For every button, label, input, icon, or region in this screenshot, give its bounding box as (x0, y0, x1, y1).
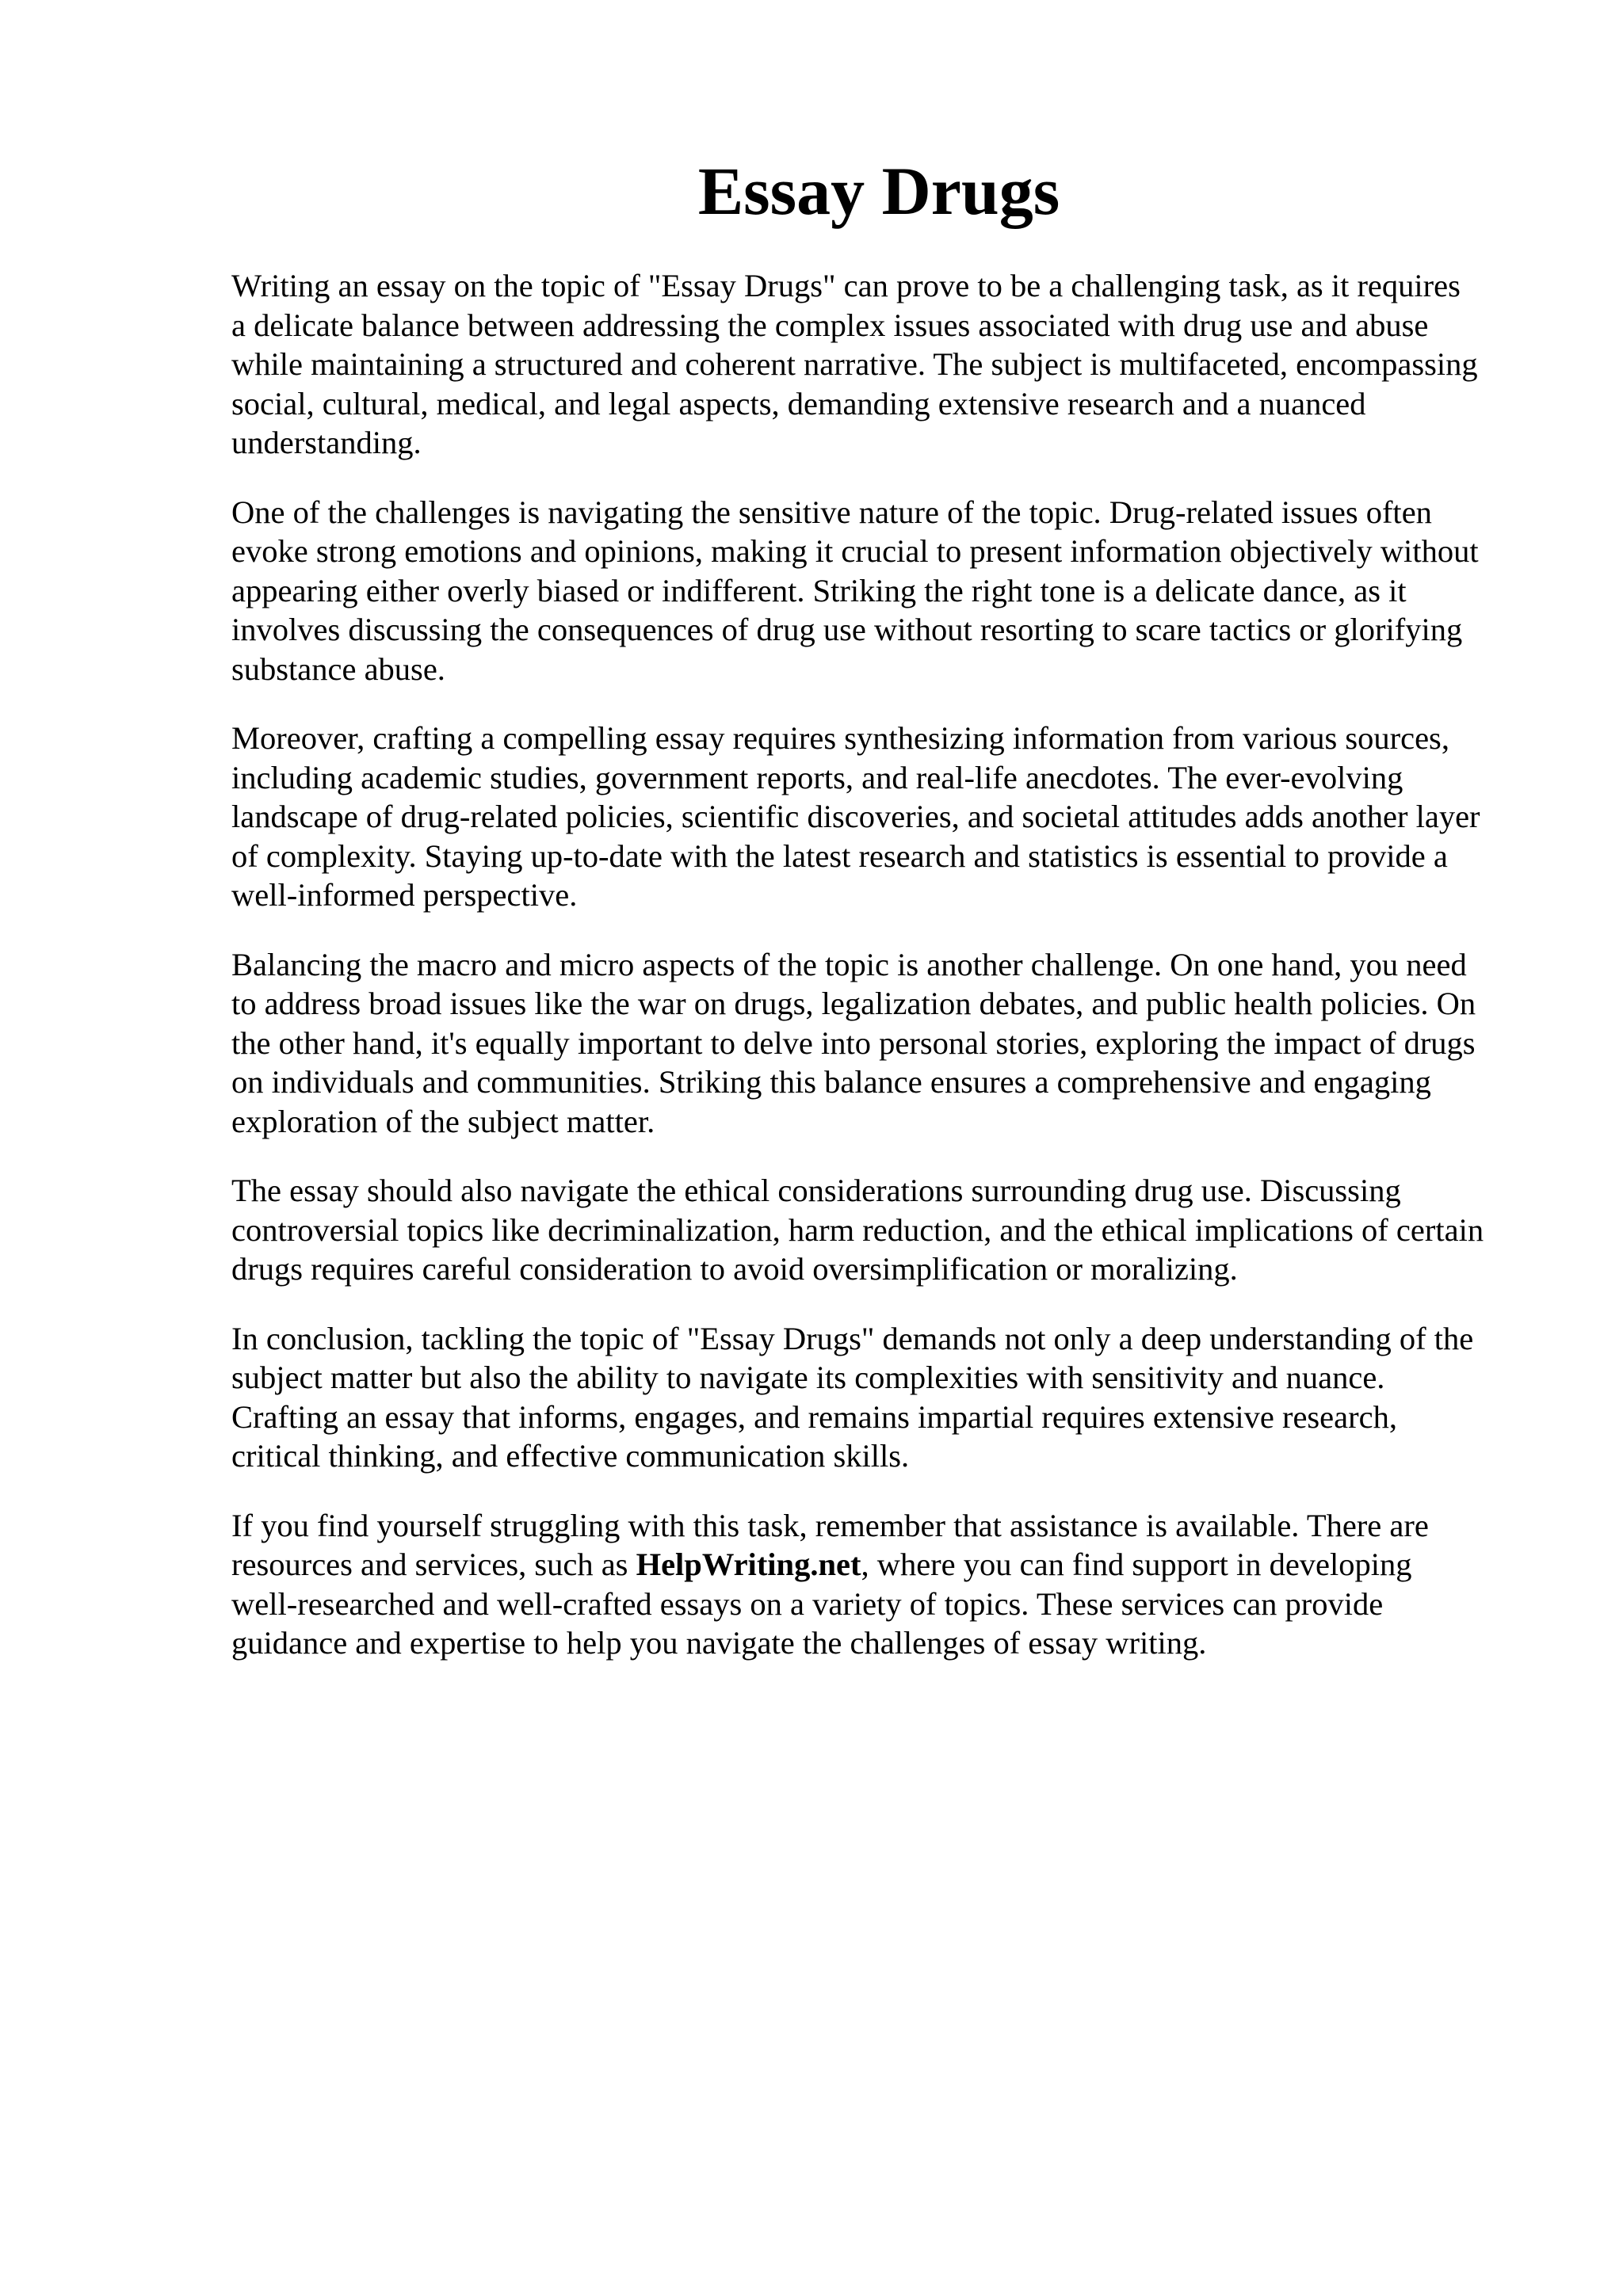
text-line: evoke strong emotions and opinions, making it crucial to present information objectively without (231, 533, 1479, 569)
text-line: well-informed perspective. (231, 877, 578, 913)
text-line: involves discussing the consequences of drug use without resorting to scare tactics or glorifying (231, 612, 1463, 647)
document-title: Essay Drugs (697, 153, 1060, 229)
paragraph-4 (231, 945, 1531, 1142)
paragraph-6 (231, 1319, 1531, 1476)
text-line: The essay should also navigate the ethical considerations surrounding drug use. Discussing (231, 1173, 1401, 1208)
paragraph-2 (231, 493, 1531, 689)
text-line: If you find yourself struggling with this task, remember that assistance is available. There are (231, 1507, 1429, 1543)
paragraph-3 (231, 719, 1531, 915)
text-line: a delicate balance between addressing the complex issues associated with drug use and abuse (231, 307, 1429, 343)
text-line: understanding. (231, 425, 422, 460)
text-line: critical thinking, and effective communication skills. (231, 1438, 910, 1474)
text-line: including academic studies, government reports, and real-life anecdotes. The ever-evolving (231, 759, 1403, 795)
paragraph-closing (231, 1506, 1531, 1663)
text-line: well-researched and well-crafted essays on a variety of topics. These services can provide (231, 1585, 1384, 1622)
text-line: guidance and expertise to help you navigate the challenges of essay writing. (231, 1625, 1207, 1661)
paragraph-5 (231, 1171, 1531, 1289)
paragraph-1 (231, 266, 1531, 463)
text-line: subject matter but also the ability to navigate its complexities with sensitivity and nuance. (231, 1360, 1385, 1395)
text-line: drugs requires careful consideration to avoid oversimplification or moralizing. (231, 1251, 1238, 1287)
text-line: social, cultural, medical, and legal aspects, demanding extensive research and a nuanced (231, 385, 1366, 421)
text-line: appearing either overly biased or indifferent. Striking the right tone is a delicate dance, as it (231, 572, 1407, 608)
text-line: In conclusion, tackling the topic of "Essay Drugs" demands not only a deep understanding of the (231, 1320, 1474, 1356)
text-line: exploration of the subject matter. (231, 1103, 655, 1139)
text-line: on individuals and communities. Striking this balance ensures a comprehensive and engaging (231, 1064, 1431, 1100)
text-line: substance abuse. (231, 650, 445, 687)
text-line: Balancing the macro and micro aspects of the topic is another challenge. On one hand, you need (231, 946, 1467, 982)
text-line: Writing an essay on the topic of "Essay Drugs" can prove to be a challenging task, as it requires (231, 268, 1461, 303)
text-line: One of the challenges is navigating the sensitive nature of the topic. Drug-related issues often (231, 494, 1432, 530)
text-line: of complexity. Staying up-to-date with the latest research and statistics is essential to provide a (231, 837, 1448, 874)
text-line: controversial topics like decriminalization, harm reduction, and the ethical implications of certain (231, 1211, 1484, 1248)
text-segment: resources and services, such as (231, 1547, 636, 1582)
text-line: to address broad issues like the war on drugs, legalization debates, and public health policies. On (231, 986, 1476, 1021)
brand-name: HelpWriting.net (636, 1547, 861, 1582)
text-segment: , where you can find support in developing (861, 1547, 1412, 1582)
text-line: landscape of drug-related policies, scientific discoveries, and societal attitudes adds another layer (231, 799, 1480, 834)
text-line: Crafting an essay that informs, engages, and remains impartial requires extensive research, (231, 1398, 1397, 1435)
document-body (231, 266, 1531, 1693)
text-line: the other hand, it's equally important to delve into personal stories, exploring the impact of drugs (231, 1024, 1476, 1061)
text-line (231, 1545, 1531, 1585)
text-line: Moreover, crafting a compelling essay requires synthesizing information from various sources, (231, 720, 1449, 756)
text-line: while maintaining a structured and coherent narrative. The subject is multifaceted, encompassing (231, 346, 1478, 382)
